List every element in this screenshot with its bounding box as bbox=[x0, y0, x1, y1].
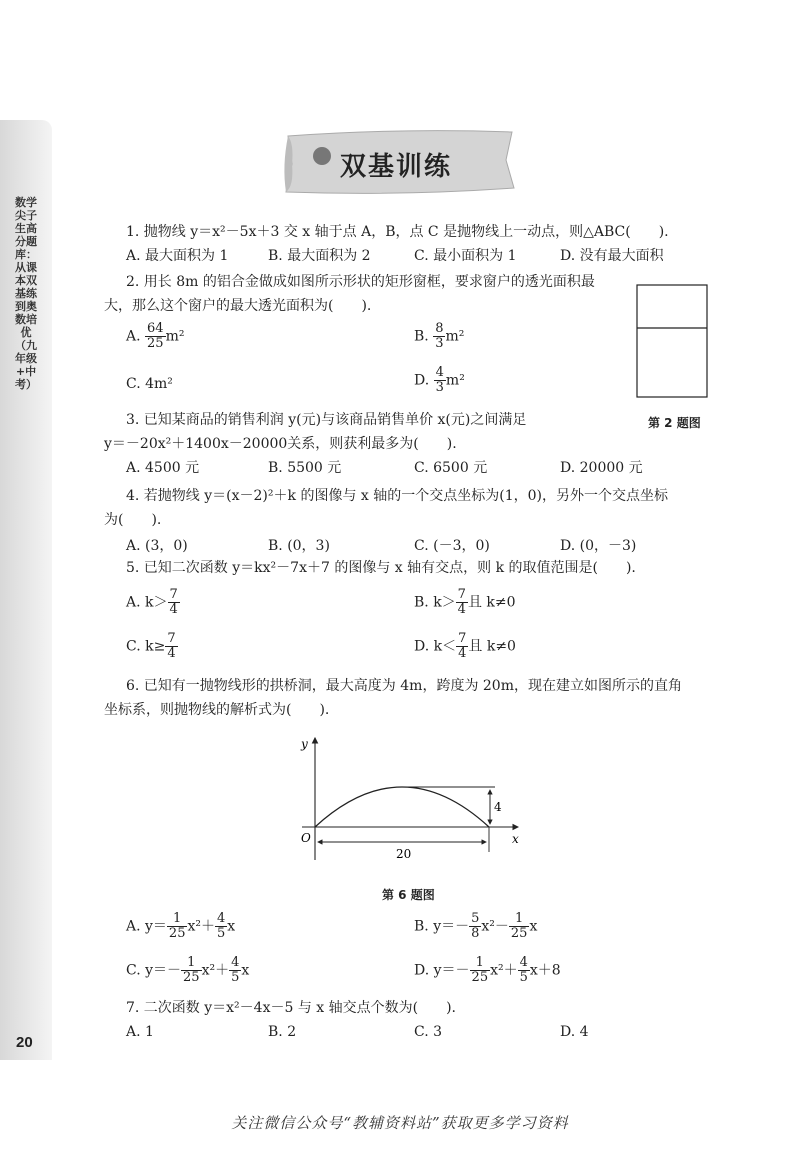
q6-stem-line2: 坐标系，则抛物线的解析式为( ). bbox=[104, 702, 330, 718]
q1-stem: 1. 抛物线 y＝x²－5x＋3 交 x 轴于点 A，B，点 C 是抛物线上一动点，则△ABC( ). bbox=[126, 224, 669, 240]
q4-option-a: A. (3，0) bbox=[126, 538, 188, 554]
parabola-arch bbox=[315, 787, 489, 827]
q3-option-a: A. 4500 元 bbox=[126, 460, 200, 476]
q7-stem: 7. 二次函数 y＝x²－4x－5 与 x 轴交点个数为( ). bbox=[126, 1000, 457, 1016]
fig-span-label: 20 bbox=[396, 847, 412, 861]
q3-option-d: D. 20000 元 bbox=[560, 460, 643, 476]
q3-stem-line2: y＝－20x²＋1400x－20000关系，则获利最多为( ). bbox=[104, 436, 457, 452]
q4-option-c: C. (－3，0) bbox=[414, 538, 490, 554]
q3-option-c: C. 6500 元 bbox=[414, 460, 488, 476]
q4-option-d: D. (0，－3) bbox=[560, 538, 637, 554]
q3-stem-line1: 3. 已知某商品的销售利润 y(元)与该商品销售单价 x(元)之间满足 bbox=[126, 412, 527, 428]
fig-x-label: x bbox=[512, 832, 519, 846]
q4-stem-line1: 4. 若抛物线 y＝(x－2)²＋k 的图像与 x 轴的一个交点坐标为(1，0)，另外一个交点坐标 bbox=[126, 488, 668, 504]
spine-book-title: 数学尖子生高分题库：从课本双基练到奥数培优（九年级+中考） bbox=[15, 196, 37, 391]
q5-option-a: A. k＞ $\frac{7}{4}$ bbox=[126, 587, 178, 617]
q7-option-b: B. 2 bbox=[268, 1024, 297, 1040]
q6-option-c: C. y＝－ $\frac{1}{25}$ x²＋ $\frac{4}{5}$ x bbox=[126, 955, 250, 985]
q7-option-c: C. 3 bbox=[414, 1024, 443, 1040]
q6-arch-figure bbox=[280, 730, 540, 870]
q1-option-c: C. 最小面积为 1 bbox=[414, 248, 517, 264]
q1-option-a: A. 最大面积为 1 bbox=[126, 248, 229, 264]
footer-notice: 关注微信公众号“教辅资料站”获取更多学习资料 bbox=[231, 1114, 569, 1132]
q6-option-b: B. y＝－ $\frac{5}{8}$ x²－ $\frac{1}{25}$ x bbox=[414, 911, 538, 941]
q5-option-d: D. k＜ $\frac{7}{4}$ 且 k≠0 bbox=[414, 631, 516, 661]
q1-option-b: B. 最大面积为 2 bbox=[268, 248, 371, 264]
fig-origin-label: O bbox=[301, 831, 311, 845]
q7-option-a: A. 1 bbox=[126, 1024, 154, 1040]
q6-stem-line1: 6. 已知有一抛物线形的拱桥洞，最大高度为 4m，跨度为 20m，现在建立如图所示的直角 bbox=[126, 678, 682, 694]
q2-figure-caption: 第 2 题图 bbox=[648, 416, 701, 430]
q6-option-d: D. y＝－ $\frac{1}{25}$ x²＋ $\frac{4}{5}$ x＋8 bbox=[414, 955, 561, 985]
q2-option-a: A. $\frac{64}{25}$ m² bbox=[126, 321, 185, 351]
q5-option-b: B. k＞ $\frac{7}{4}$ 且 k≠0 bbox=[414, 587, 516, 617]
q6-figure-caption: 第 6 题图 bbox=[382, 888, 435, 902]
q4-option-b: B. (0，3) bbox=[268, 538, 330, 554]
page-number: 20 bbox=[16, 1034, 33, 1051]
banner-dot-icon bbox=[313, 147, 331, 165]
q2-stem-line1: 2. 用长 8m 的铝合金做成如图所示形状的矩形窗框，要求窗户的透光面积最 bbox=[126, 274, 595, 290]
q2-option-b: B. $\frac{8}{3}$ m² bbox=[414, 321, 465, 351]
q5-option-c: C. k≥ $\frac{7}{4}$ bbox=[126, 631, 176, 661]
q7-option-d: D. 4 bbox=[560, 1024, 589, 1040]
q4-stem-line2: 为( ). bbox=[104, 512, 162, 528]
q2-window-figure bbox=[636, 284, 710, 400]
fig-height-label: 4 bbox=[494, 800, 502, 814]
section-title: 双基训练 bbox=[340, 152, 453, 182]
fig-y-label: y bbox=[301, 737, 308, 751]
q1-option-d: D. 没有最大面积 bbox=[560, 248, 664, 264]
q6-option-a: A. y＝ $\frac{1}{25}$ x²＋ $\frac{4}{5}$ x bbox=[126, 911, 236, 941]
q5-stem: 5. 已知二次函数 y＝kx²－7x＋7 的图像与 x 轴有交点，则 k 的取值范围是( ). bbox=[126, 560, 636, 576]
q2-option-c: C. 4m² bbox=[126, 376, 173, 392]
q3-option-b: B. 5500 元 bbox=[268, 460, 342, 476]
q2-option-d: D. $\frac{4}{3}$ m² bbox=[414, 365, 465, 395]
q2-stem-line2: 大，那么这个窗户的最大透光面积为( ). bbox=[104, 298, 372, 314]
